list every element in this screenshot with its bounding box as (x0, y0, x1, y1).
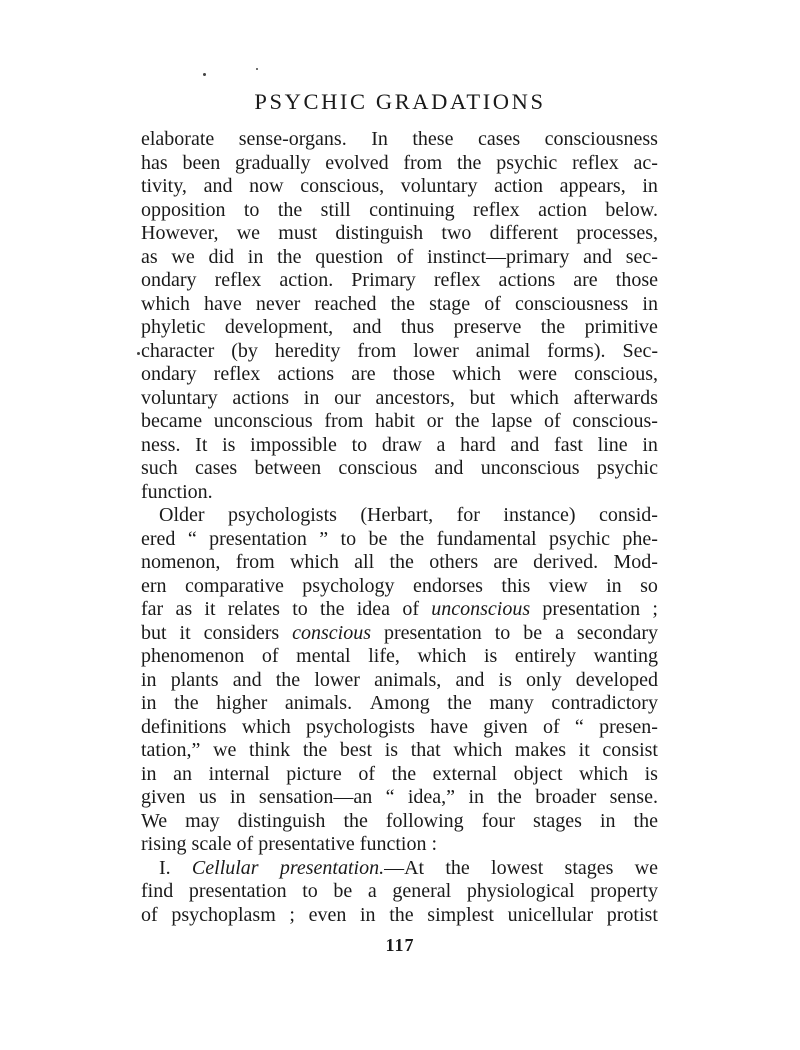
text-run: I. (159, 856, 192, 879)
text-line: given us in sensation—an “ idea,” in the broader sense. (141, 786, 658, 808)
text-line: However, we must distinguish two different processes, (141, 222, 658, 244)
text-line: became unconscious from habit or the lapse of conscious- (141, 410, 658, 432)
ink-speck (137, 352, 140, 355)
italic-run: Cellular presentation. (191, 856, 385, 879)
text-line: in an internal picture of the external object which is (141, 762, 658, 785)
text-line: ondary reflex actions are those which were conscious, (141, 363, 658, 385)
text-line: Older psychologists (Herbart, for instance) consid- (159, 504, 658, 526)
text-run: presentation ; (530, 598, 658, 620)
text-line (141, 598, 658, 622)
italic-run: unconscious (431, 598, 531, 620)
text-line: definitions which psychologists have given of “ presen- (141, 715, 658, 738)
text-line: function. (141, 480, 213, 503)
text-line: character (by heredity from lower animal forms). Sec- (141, 339, 658, 362)
text-line: rising scale of presentative function : (141, 833, 438, 855)
text-line (141, 622, 658, 646)
page-number: 117 (385, 935, 415, 955)
text-line: We may distinguish the following four stages in the (141, 809, 658, 832)
text-line: phenomenon of mental life, which is entirely wanting (141, 645, 658, 667)
ink-speck (203, 73, 206, 76)
text-run: —At the lowest stages we (384, 856, 658, 879)
italic-run: conscious (292, 621, 372, 644)
text-line: ness. It is impossible to draw a hard and fast line in (141, 433, 658, 456)
text-line: elaborate sense-organs. In these cases consciousness (141, 128, 658, 150)
text-line: ondary reflex action. Primary reflex actions are those (141, 269, 658, 291)
running-header: PSYCHIC GRADATIONS (254, 89, 546, 114)
text-run: but it considers (141, 621, 293, 644)
text-line (141, 857, 658, 881)
text-line: has been gradually evolved from the psychic reflex ac- (141, 151, 658, 174)
text-line: opposition to the still continuing reflex action below. (141, 198, 658, 221)
text-line: in plants and the lower animals, and is only developed (141, 668, 658, 691)
text-line: tation,” we think the best is that which makes it consist (141, 739, 658, 761)
body-text (141, 128, 658, 927)
text-line: voluntary actions in our ancestors, but which afterwards (141, 386, 658, 409)
text-line: in the higher animals. Among the many contradictory (141, 692, 658, 714)
text-line: phyletic development, and thus preserve the primitive (141, 316, 658, 338)
ink-speck (256, 68, 258, 70)
text-run: far as it relates to the idea of (141, 598, 432, 620)
text-run: presentation to be a secondary (371, 621, 658, 644)
text-line: as we did in the question of instinct—primary and sec- (141, 245, 658, 268)
text-line: find presentation to be a general physiological property (141, 880, 658, 902)
text-line: which have never reached the stage of consciousness in (141, 292, 658, 315)
text-line: nomenon, from which all the others are derived. Mod- (141, 551, 658, 573)
text-line: ered “ presentation ” to be the fundamental psychic phe- (141, 527, 658, 550)
text-line: such cases between conscious and unconscious psychic (141, 457, 658, 479)
text-line: tivity, and now conscious, voluntary action appears, in (141, 175, 658, 197)
text-line: ern comparative psychology endorses this view in so (141, 574, 658, 597)
text-line: of psychoplasm ; even in the simplest unicellular protist (141, 903, 658, 926)
